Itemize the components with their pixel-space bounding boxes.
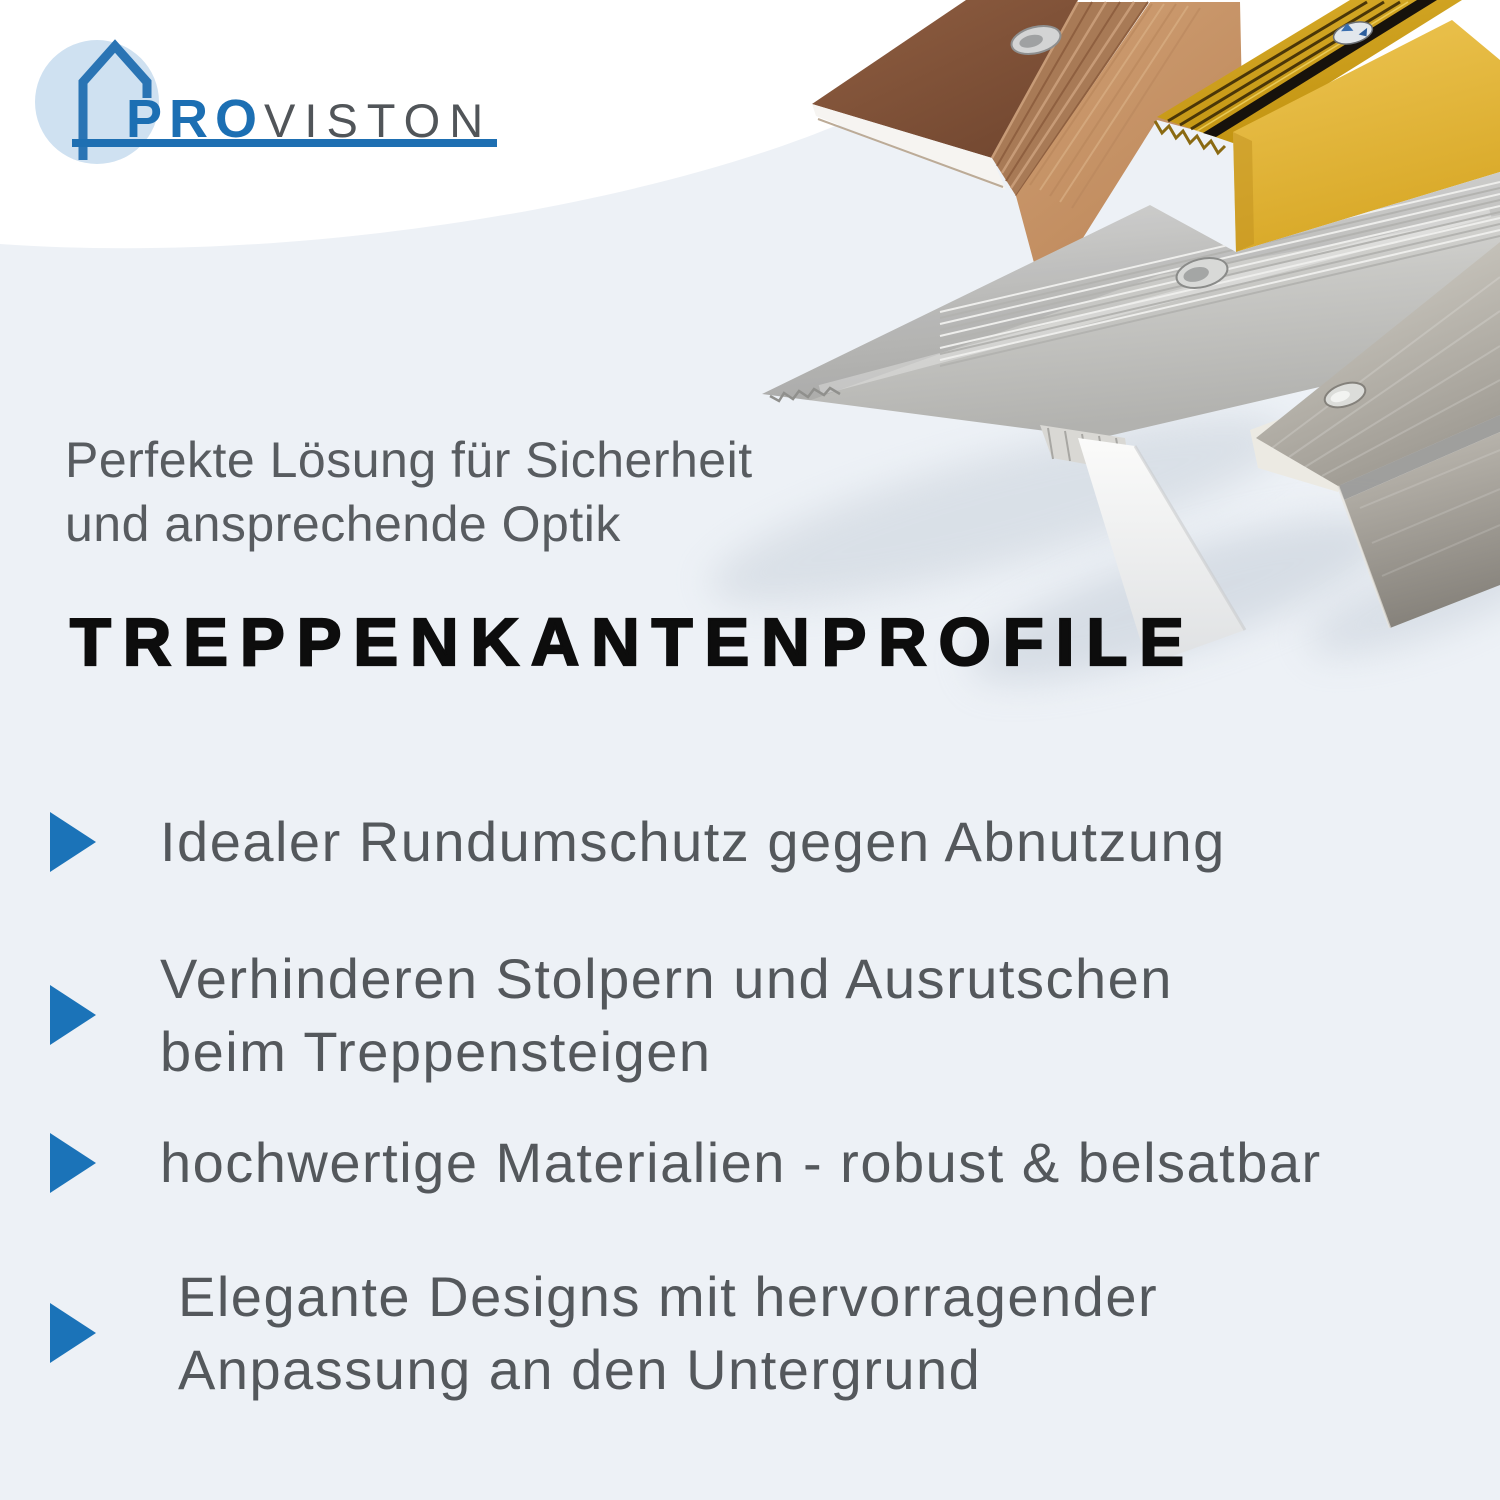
logo-wordmark (126, 88, 492, 150)
logo-text-viston: VISTON (264, 94, 493, 147)
bullet-item-1 (50, 805, 1226, 878)
bullet-2-line-1: Verhinderen Stolpern und Ausrutschen (160, 947, 1173, 1010)
intro-line-1: Perfekte Lösung für Sicherheit (65, 432, 753, 488)
bullet-4-line-2: Anpassung an den Untergrund (178, 1338, 982, 1401)
bullet-item-2 (50, 942, 1173, 1088)
arrow-right-icon (50, 1133, 96, 1193)
bullet-2-line-2: beim Treppensteigen (160, 1020, 712, 1083)
bullet-item-4 (50, 1260, 1158, 1406)
proviston-logo (0, 0, 560, 220)
intro-text (65, 428, 753, 556)
page-title: TREPPENKANTENPROFILE (70, 605, 1196, 680)
arrow-right-icon (50, 1303, 96, 1363)
arrow-right-icon (50, 985, 96, 1045)
bullet-text-1 (160, 805, 1226, 878)
bullet-text-3 (160, 1126, 1322, 1199)
bullet-3-line-1: hochwertige Materialien - robust & belsatbar (160, 1131, 1322, 1194)
bullet-4-line-1: Elegante Designs mit hervorragender (178, 1265, 1159, 1328)
arrow-right-icon (50, 812, 96, 872)
logo-text-pro: PRO (126, 89, 265, 149)
bullet-text-4 (178, 1260, 1158, 1406)
bullet-1-line-1: Idealer Rundumschutz gegen Abnutzung (160, 810, 1226, 873)
bullet-text-2 (160, 942, 1173, 1088)
intro-line-2: und ansprechende Optik (65, 496, 621, 552)
bullet-item-3 (50, 1126, 1322, 1199)
